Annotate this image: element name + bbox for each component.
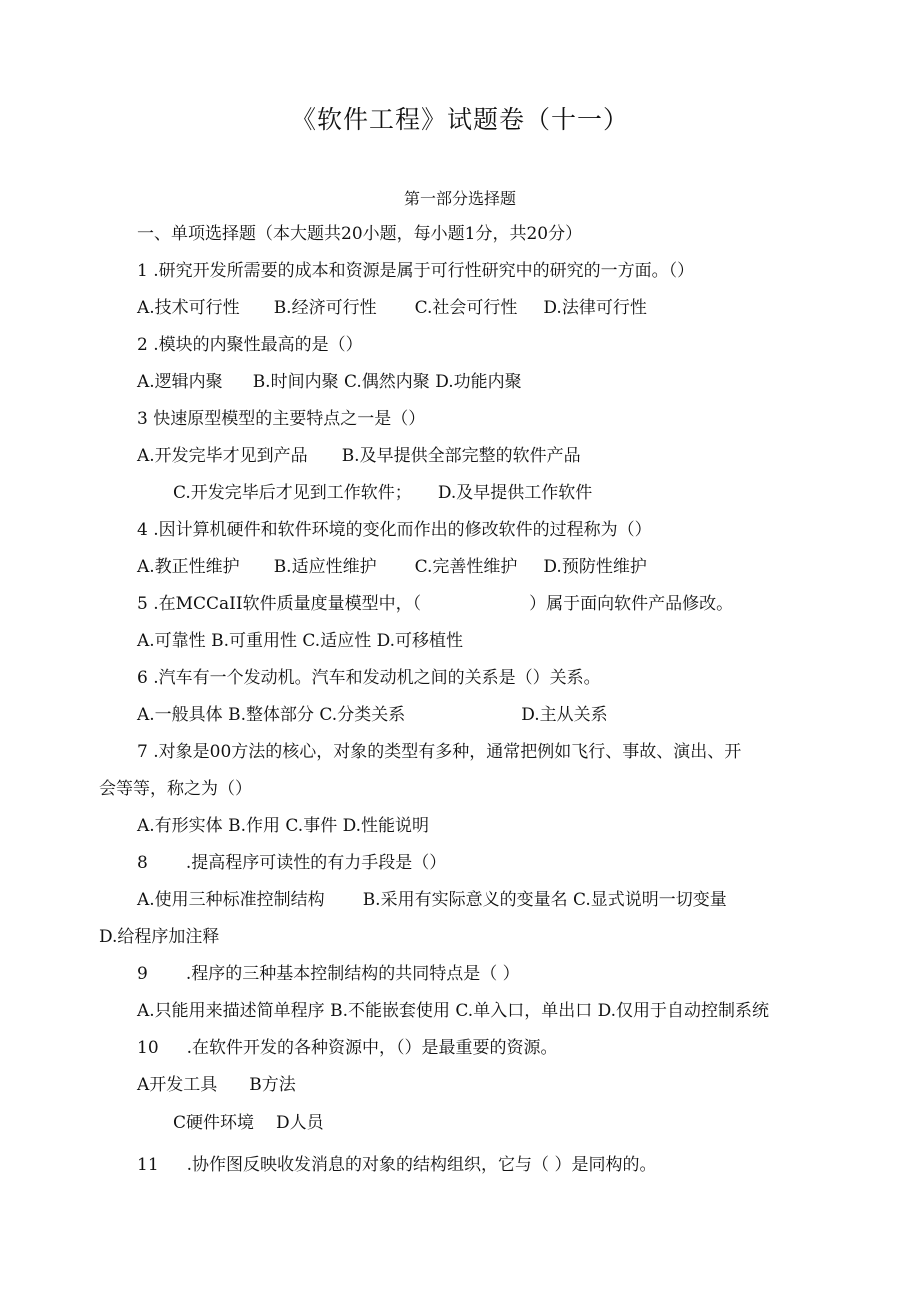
question-10-option-b: B方法 [249, 1075, 296, 1095]
question-3-option-d: D.及早提供工作软件 [437, 483, 593, 503]
question-4-stem: 4 .因计算机硬件和软件环境的变化而作出的修改软件的过程称为（） [137, 520, 652, 540]
question-10-options-ab [137, 1074, 296, 1096]
question-2-options-bcd: B.时间内聚 C.偶然内聚 D.功能内聚 [252, 372, 522, 392]
question-1-options [137, 297, 647, 319]
question-9-number: 9 [137, 964, 148, 984]
question-9-stem [137, 963, 520, 985]
question-3-option-c: C.开发完毕后才见到工作软件； [173, 483, 412, 503]
question-8-number: 8 [137, 853, 148, 873]
question-1-option-d: D.法律可行性 [543, 298, 647, 318]
question-7-stem-line-1: 7 .对象是00方法的核心，对象的类型有多种，通常把例如飞行、事故、演出、开 [137, 742, 742, 762]
question-4-option-c: C.完善性维护 [414, 557, 518, 577]
question-3-option-b: B.及早提供全部完整的软件产品 [341, 446, 581, 466]
question-9-text: .程序的三种基本控制结构的共同特点是（ ） [185, 964, 520, 984]
question-4-option-a: A.教正性维护 [137, 557, 240, 577]
question-9-options: A.只能用来描述简单程序 B.不能嵌套使用 C.单入口，单出口 D.仅用于自动控制系统 [137, 1001, 770, 1021]
question-6-option-d: D.主从关系 [521, 705, 608, 725]
question-6-options-abc: A.一般具体 B.整体部分 C.分类关系 [137, 705, 406, 725]
question-4-option-b: B.适应性维护 [273, 557, 377, 577]
question-6-stem: 6 .汽车有一个发动机。汽车和发动机之间的关系是（）关系。 [137, 668, 601, 688]
question-8-option-a: A.使用三种标准控制结构 [137, 890, 325, 910]
question-3-options-cd [173, 482, 592, 504]
part-heading: 第一部分选择题 [403, 189, 516, 208]
question-8-text: .提高程序可读性的有力手段是（） [185, 853, 447, 873]
question-4-option-d: D.预防性维护 [543, 557, 647, 577]
question-10-option-c: C硬件环境 [173, 1113, 255, 1133]
question-6-options [137, 704, 608, 726]
question-10-options-cd [173, 1112, 324, 1134]
question-10-stem [137, 1037, 558, 1059]
question-1-option-c: C.社会可行性 [414, 298, 518, 318]
question-11-number: 11 [137, 1155, 159, 1175]
question-8-stem [137, 852, 446, 874]
question-5-stem-end: ）属于面向软件产品修改。 [529, 594, 734, 614]
section-heading: 一、单项选择题（本大题共20小题，每小题1分，共20分） [137, 224, 583, 244]
question-3-stem: 3 快速原型模型的主要特点之一是（） [137, 409, 426, 429]
question-3-options-ab [137, 445, 581, 467]
question-1-option-b: B.经济可行性 [273, 298, 377, 318]
question-10-option-a: A开发工具 [137, 1075, 218, 1095]
question-7-options: A.有形实体 B.作用 C.事件 D.性能说明 [137, 816, 430, 836]
question-5-stem-start: 5 .在MCCaII软件质量度量模型中，（ [137, 594, 422, 614]
question-1-option-a: A.技术可行性 [137, 298, 240, 318]
question-5-stem [137, 593, 733, 615]
question-10-number: 10 [137, 1038, 159, 1058]
question-11-text: .协作图反映收发消息的对象的结构组织，它与（ ）是同构的。 [186, 1155, 657, 1175]
question-2-stem: 2 .模块的内聚性最高的是（） [137, 335, 363, 355]
question-8-options-bc: B.采用有实际意义的变量名 C.显式说明一切变量 [362, 890, 727, 910]
question-2-option-a: A.逻辑内聚 [137, 372, 223, 392]
question-11-stem [137, 1154, 656, 1176]
question-10-text: .在软件开发的各种资源中，（）是最重要的资源。 [186, 1038, 558, 1058]
question-10-option-d: D人员 [276, 1113, 324, 1133]
question-5-options: A.可靠性 B.可重用性 C.适应性 D.可移植性 [137, 631, 464, 651]
question-2-options [137, 371, 522, 393]
exam-title: 《软件工程》试题卷（十一） [290, 105, 629, 134]
question-8-option-d: D.给程序加注释 [99, 927, 220, 947]
question-8-options-abc [137, 889, 727, 911]
question-7-stem-line-2: 会等等，称之为（） [99, 779, 252, 799]
question-4-options [137, 556, 647, 578]
question-1-stem: 1 .研究开发所需要的成本和资源是属于可行性研究中的研究的一方面。（） [137, 261, 695, 281]
question-3-option-a: A.开发完毕才见到产品 [137, 446, 308, 466]
